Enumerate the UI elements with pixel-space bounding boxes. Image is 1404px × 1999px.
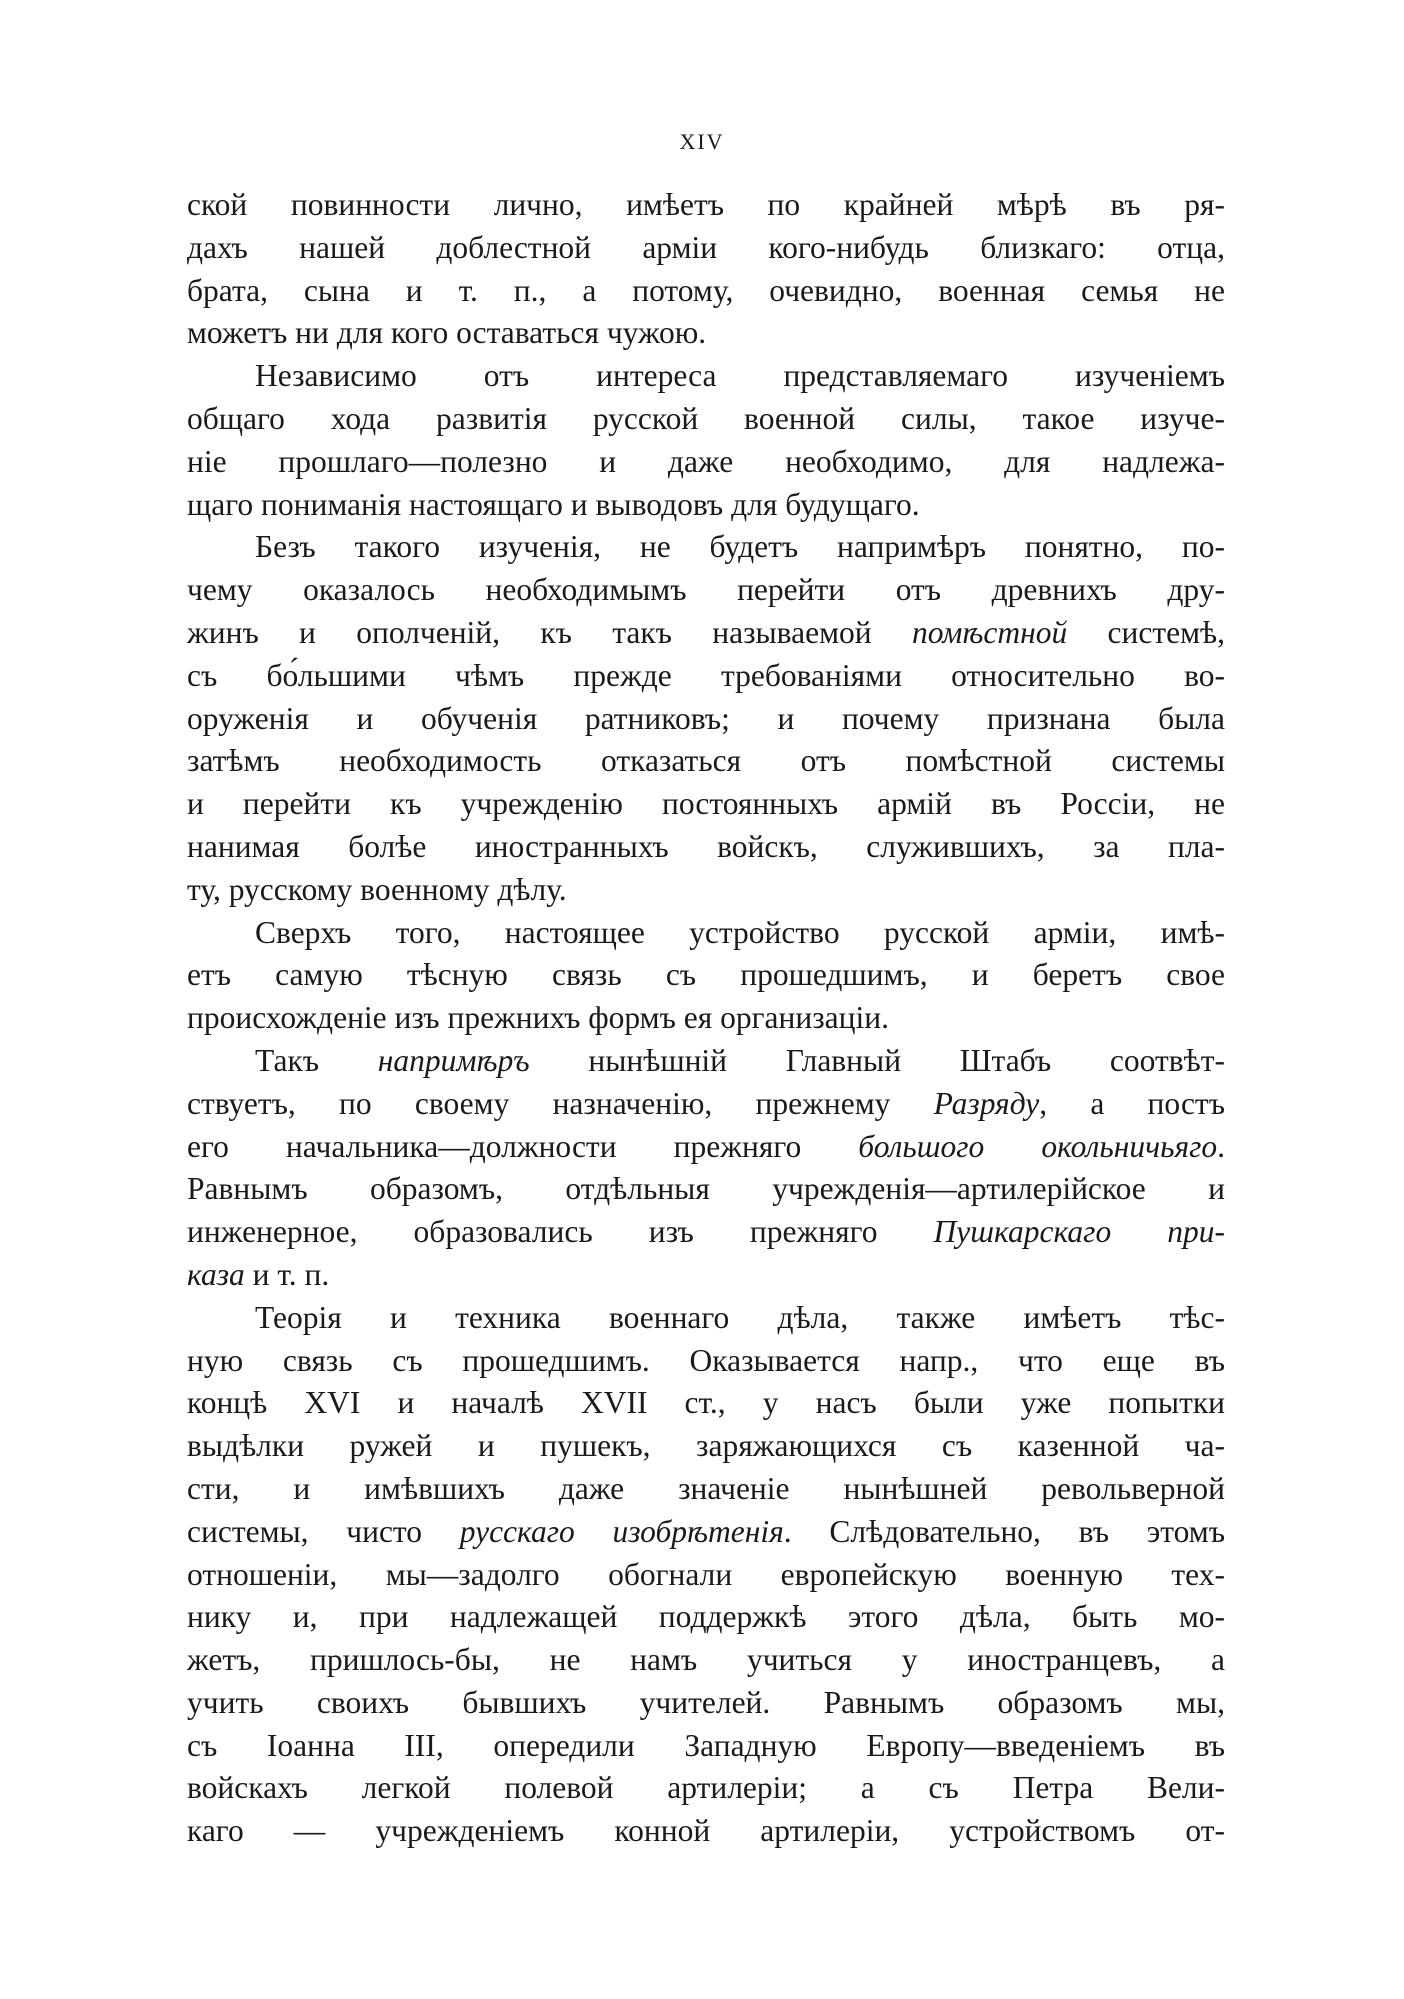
paragraph xyxy=(187,184,1225,355)
text-segment: происхожденіе изъ прежнихъ формъ ея организаціи. xyxy=(187,1000,889,1036)
text-line xyxy=(187,1425,1225,1468)
text-segment: нику и, при надлежащей поддержкѣ этого дѣла, быть мо- xyxy=(187,1599,1225,1635)
text-line xyxy=(187,954,1225,997)
text-line xyxy=(187,1382,1225,1425)
text-line xyxy=(187,1639,1225,1682)
text-segment: , а постъ xyxy=(1039,1085,1225,1121)
text-line xyxy=(187,869,1225,912)
text-segment: етъ самую тѣсную связь съ прошедшимъ, и беретъ свое xyxy=(187,957,1225,993)
text-segment: ствуетъ, по своему назначенію, прежнему xyxy=(187,1085,934,1121)
text-line xyxy=(187,1340,1225,1383)
text-line xyxy=(187,912,1225,955)
text-segment: Сверхъ того, настоящее устройство русской арміи, имѣ- xyxy=(255,914,1225,950)
text-line xyxy=(187,1211,1225,1254)
text-segment: жинъ и ополченій, къ такъ называемой xyxy=(187,614,912,650)
page-number: XIV xyxy=(679,129,725,154)
text-segment: можетъ ни для кого оставаться чужою. xyxy=(187,315,707,351)
paragraph xyxy=(187,355,1225,526)
italic-text: напримѣръ xyxy=(377,1042,530,1078)
paragraph xyxy=(187,526,1225,911)
text-line xyxy=(187,612,1225,655)
text-line xyxy=(187,398,1225,441)
text-line xyxy=(187,569,1225,612)
text-line xyxy=(187,1168,1225,1211)
text-segment: ту, русскому военному дѣлу. xyxy=(187,871,567,907)
text-line xyxy=(187,1126,1225,1169)
text-segment: Такъ xyxy=(255,1042,378,1078)
text-line xyxy=(187,270,1225,313)
paragraph xyxy=(187,912,1225,1040)
text-line xyxy=(187,1511,1225,1554)
text-segment: . xyxy=(1217,1128,1225,1164)
italic-text: большого окольничьяго xyxy=(858,1128,1218,1164)
text-segment: Равнымъ образомъ, отдѣльныя учрежденія—артилерійское и xyxy=(187,1171,1225,1207)
text-segment: войскахъ легкой полевой артилеріи; а съ Петра Вели- xyxy=(187,1770,1225,1806)
text-line xyxy=(187,1725,1225,1768)
text-segment: затѣмъ необходимость отказаться отъ помѣстной системы xyxy=(187,743,1225,779)
text-segment: Независимо отъ интереса представляемаго изученіемъ xyxy=(255,358,1225,394)
text-line xyxy=(187,312,1225,355)
text-segment: каго — учрежденіемъ конной артилеріи, устройствомъ от- xyxy=(187,1813,1225,1849)
text-line xyxy=(187,526,1225,569)
text-segment: системѣ, xyxy=(1067,614,1225,650)
text-line xyxy=(187,1297,1225,1340)
paragraph xyxy=(187,1040,1225,1297)
text-segment: сти, и имѣвшихъ даже значеніе нынѣшней револьверной xyxy=(187,1470,1225,1506)
text-segment: инженерное, образовались изъ прежняго xyxy=(187,1214,934,1250)
italic-text: Пушкарскаго при- xyxy=(933,1214,1225,1250)
text-line xyxy=(187,355,1225,398)
text-segment: его начальника—должности прежняго xyxy=(187,1128,859,1164)
text-line xyxy=(187,1810,1225,1853)
text-segment: отношеніи, мы—задолго обогнали европейскую военную тех- xyxy=(187,1556,1225,1592)
text-line xyxy=(187,826,1225,869)
text-segment: ніе прошлаго—полезно и даже необходимо, для надлежа- xyxy=(187,443,1225,479)
text-segment: и перейти къ учрежденію постоянныхъ армій въ Россіи, не xyxy=(187,786,1225,822)
text-segment: концѣ XVI и началѣ XVII ст., у насъ были уже попытки xyxy=(187,1385,1225,1421)
text-segment: съ Іоанна III, опередили Западную Европу—введеніемъ въ xyxy=(187,1727,1225,1763)
text-segment: выдѣлки ружей и пушекъ, заряжающихся съ казенной ча- xyxy=(187,1428,1225,1464)
italic-text: Разряду xyxy=(933,1085,1040,1121)
text-segment: съ бо́льшими чѣмъ прежде требованіями относительно во- xyxy=(187,657,1225,693)
text-segment: чему оказалось необходимымъ перейти отъ древнихъ дру- xyxy=(187,572,1225,608)
text-segment: Безъ такого изученія, не будетъ напримѣръ понятно, по- xyxy=(255,529,1225,565)
text-segment: и т. п. xyxy=(244,1256,330,1292)
text-line xyxy=(187,1596,1225,1639)
text-segment: Теорія и техника военнаго дѣла, также имѣетъ тѣс- xyxy=(255,1299,1225,1335)
text-line xyxy=(187,1083,1225,1126)
text-line xyxy=(187,1767,1225,1810)
text-line xyxy=(187,484,1225,527)
text-segment: ную связь съ прошедшимъ. Оказывается напр., что еще въ xyxy=(187,1342,1225,1378)
text-line xyxy=(187,227,1225,270)
text-line xyxy=(187,740,1225,783)
text-segment: общаго хода развитія русской военной силы, такое изуче- xyxy=(187,400,1225,436)
text-line xyxy=(187,783,1225,826)
text-segment: нанимая болѣе иностранныхъ войскъ, служившихъ, за пла- xyxy=(187,828,1225,864)
text-line xyxy=(187,997,1225,1040)
text-line xyxy=(187,1040,1225,1083)
text-line xyxy=(187,1554,1225,1597)
body-text xyxy=(187,184,1225,1853)
text-line xyxy=(187,698,1225,741)
text-segment: системы, чисто xyxy=(187,1513,460,1549)
text-line xyxy=(187,1254,1225,1297)
text-segment: учить своихъ бывшихъ учителей. Равнымъ образомъ мы, xyxy=(187,1684,1225,1720)
text-line xyxy=(187,441,1225,484)
text-segment: . Слѣдовательно, въ этомъ xyxy=(783,1513,1225,1549)
text-segment: жетъ, пришлось-бы, не намъ учиться у иностранцевъ, а xyxy=(187,1642,1225,1678)
text-segment: щаго пониманія настоящаго и выводовъ для будущаго. xyxy=(187,486,920,522)
text-segment: оруженія и обученія ратниковъ; и почему признана была xyxy=(187,700,1225,736)
paragraph xyxy=(187,1297,1225,1853)
text-line xyxy=(187,655,1225,698)
text-line xyxy=(187,1468,1225,1511)
text-segment: брата, сына и т. п., а потому, очевидно, военная семья не xyxy=(187,272,1225,308)
italic-text: каза xyxy=(187,1256,245,1292)
text-line xyxy=(187,184,1225,227)
italic-text: помѣстной xyxy=(911,614,1068,650)
italic-text: русскаго изобрѣтенія xyxy=(459,1513,784,1549)
text-line xyxy=(187,1682,1225,1725)
text-segment: ской повинности лично, имѣетъ по крайней мѣрѣ въ ря- xyxy=(187,187,1225,222)
text-segment: дахъ нашей доблестной арміи кого-нибудь близкаго: отца, xyxy=(187,229,1225,265)
text-segment: нынѣшній Главный Штабъ соотвѣт- xyxy=(529,1042,1225,1078)
